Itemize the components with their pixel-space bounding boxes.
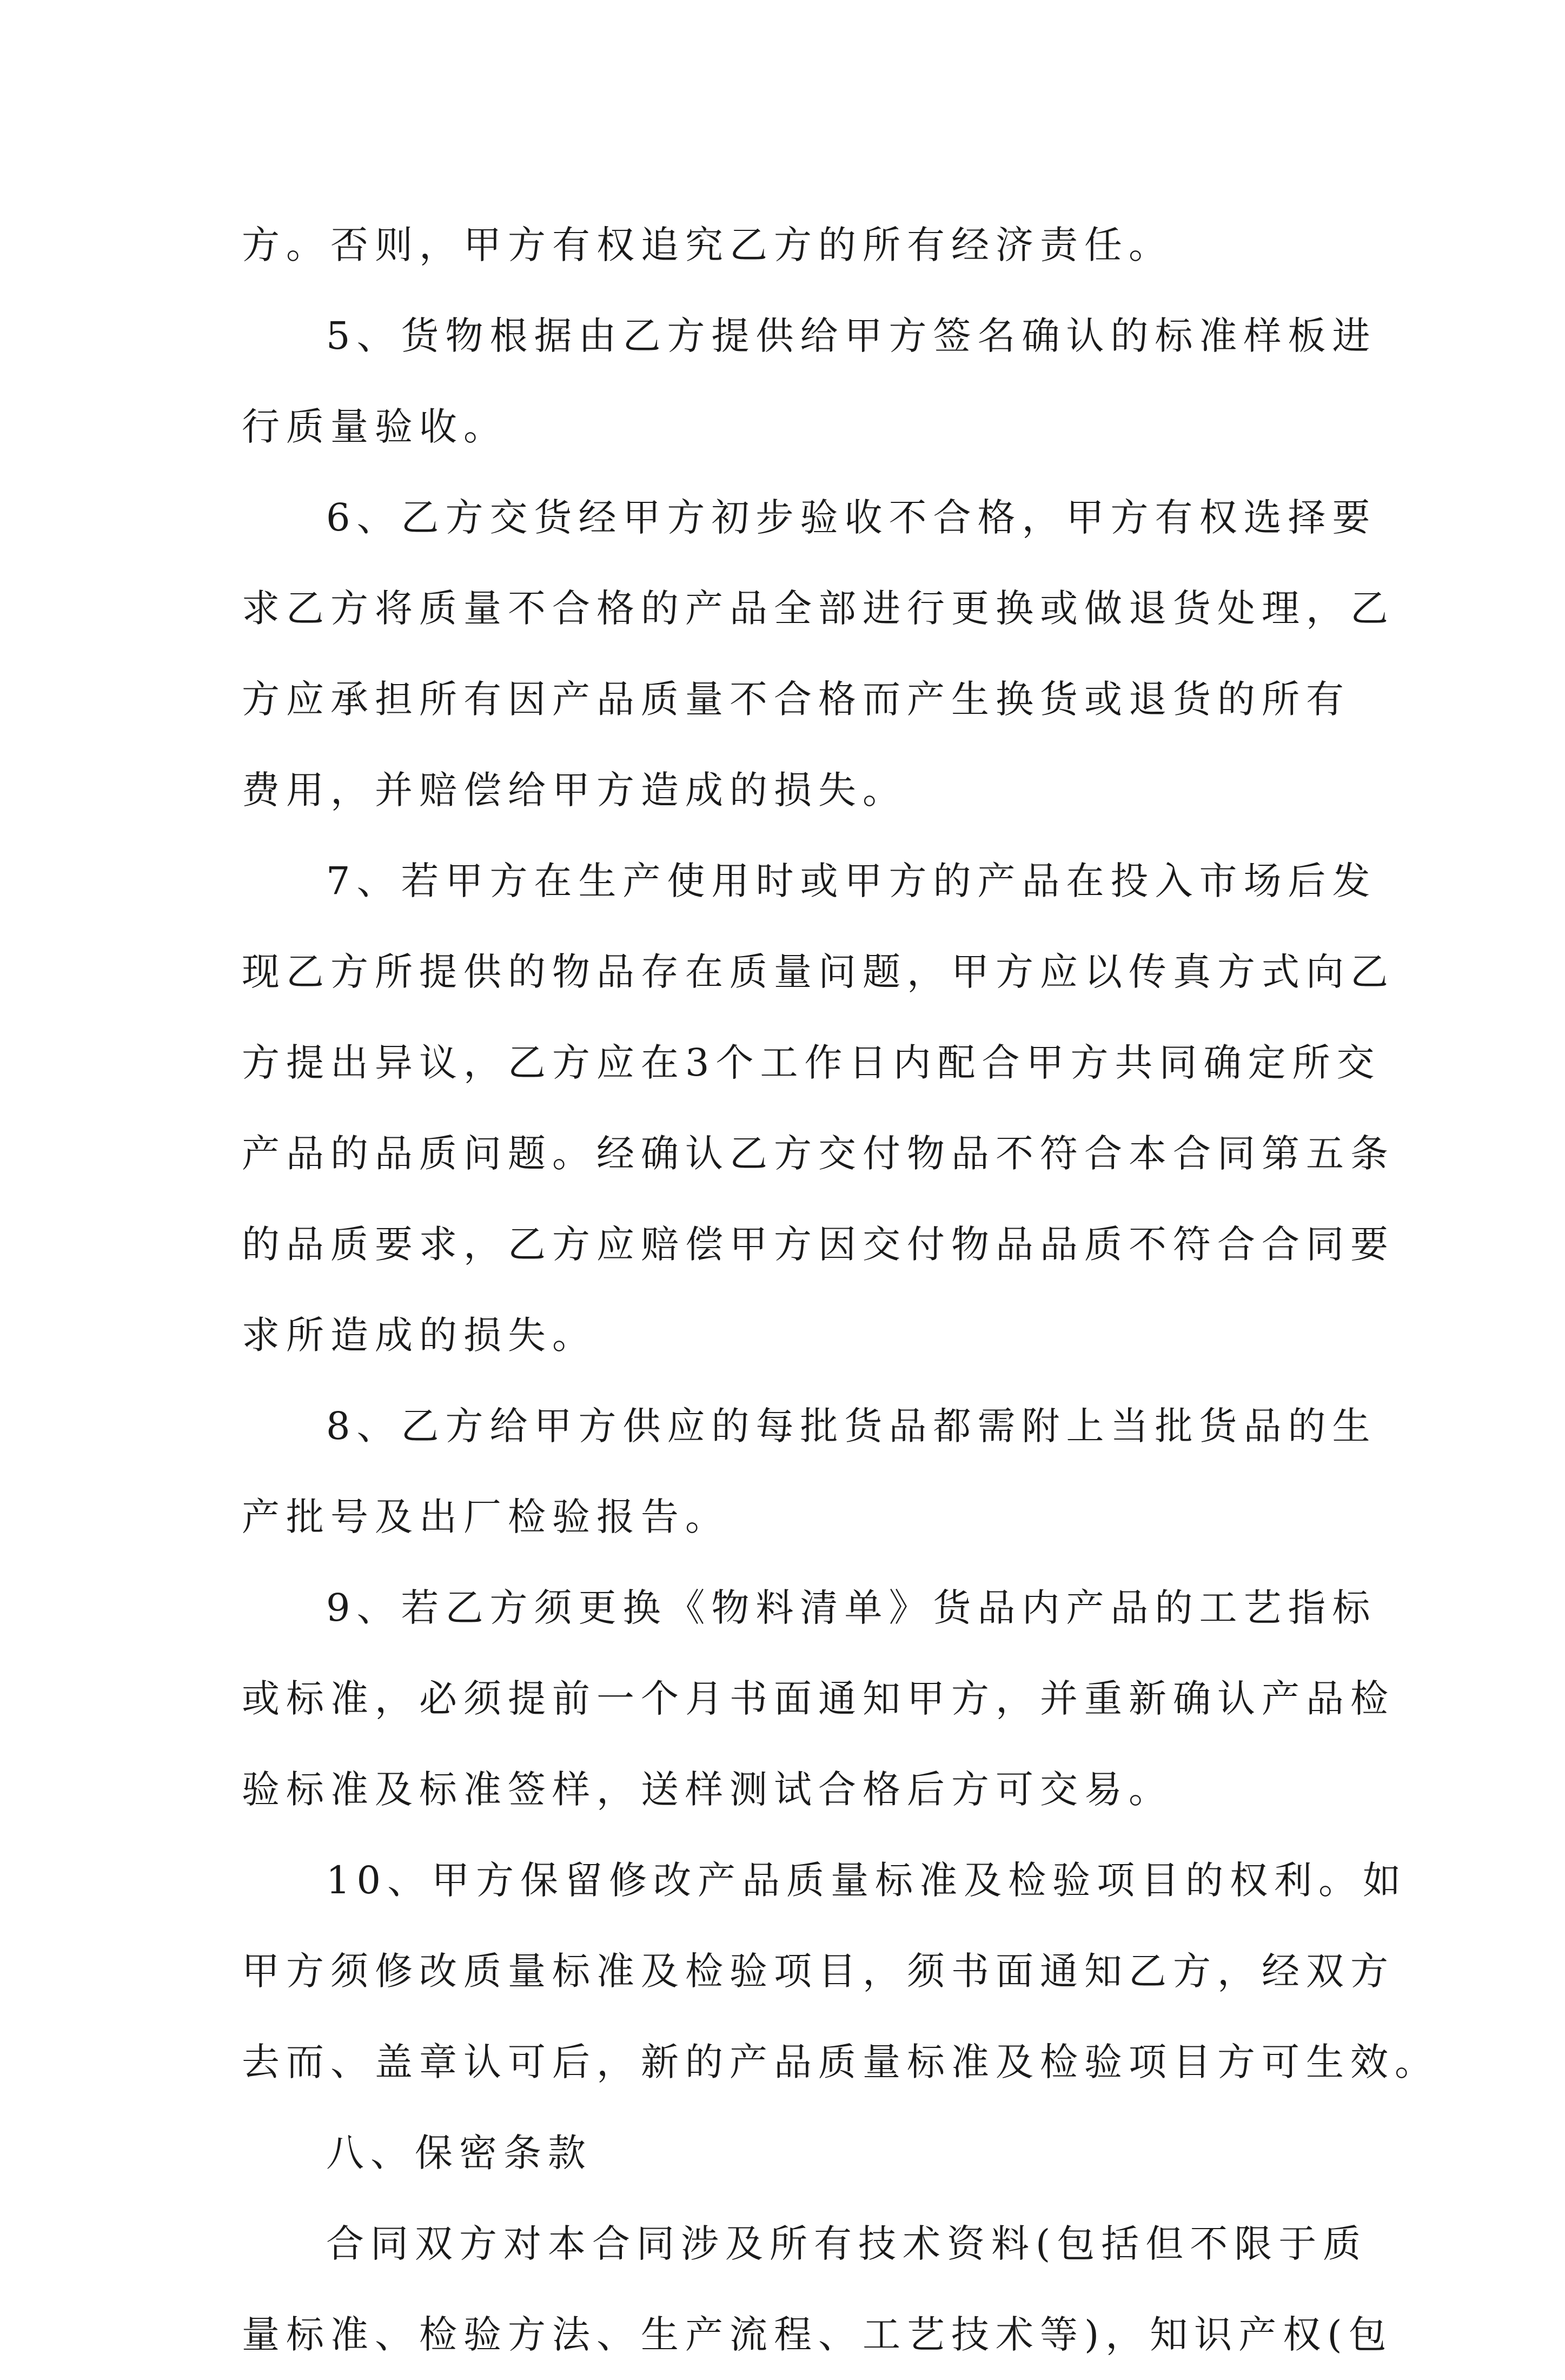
text-line: 方提出异议，乙方应在3个工作日内配合甲方共同确定所交 [242, 1040, 1381, 1085]
text-line: 求所造成的损失。 [242, 1313, 596, 1357]
text-line: 甲方须修改质量标准及检验项目，须书面通知乙方，经双方 [242, 1949, 1395, 1993]
text-line: 或标准，必须提前一个月书面通知甲方，并重新确认产品检 [242, 1676, 1395, 1721]
clause-5-line: 5、货物根据由乙方提供给甲方签名确认的标准样板进 [326, 314, 1377, 358]
text-line: 行质量验收。 [242, 405, 508, 449]
text-line: 方应承担所有因产品质量不合格而产生换货或退货的所有 [242, 677, 1350, 721]
text-line: 的品质要求，乙方应赔偿甲方因交付物品品质不符合合同要 [242, 1222, 1395, 1267]
text-line: 求乙方将质量不合格的产品全部进行更换或做退货处理，乙 [242, 586, 1395, 631]
clause-9-line: 9、若乙方须更换《物料清单》货品内产品的工艺指标 [326, 1586, 1377, 1630]
text-line: 量标准、检验方法、生产流程、工艺技术等)，知识产权(包 [242, 2312, 1393, 2357]
text-line: 方。否则，甲方有权追究乙方的所有经济责任。 [242, 223, 1173, 267]
text-line: 现乙方所提供的物品存在质量问题，甲方应以传真方式向乙 [242, 950, 1395, 994]
text-line: 去而、盖章认可后，新的产品质量标准及检验项目方可生效。 [242, 2040, 1439, 2084]
section-heading-confidentiality: 八、保密条款 [326, 2131, 592, 2175]
text-line: 验标准及标准签样，送样测试合格后方可交易。 [242, 1767, 1173, 1812]
contract-text [242, 200, 1439, 2380]
text-line: 产批号及出厂检验报告。 [242, 1495, 730, 1539]
clause-8-line: 8、乙方给甲方供应的每批货品都需附上当批货品的生 [326, 1404, 1377, 1448]
text-line: 费用，并赔偿给甲方造成的损失。 [242, 768, 907, 812]
clause-10-line: 10、甲方保留修改产品质量标准及检验项目的权利。如 [326, 1858, 1408, 1902]
clause-6-line: 6、乙方交货经甲方初步验收不合格，甲方有权选择要 [326, 495, 1377, 540]
text-line: 产品的品质问题。经确认乙方交付物品不符合本合同第五条 [242, 1131, 1395, 1176]
confidentiality-paragraph-line: 合同双方对本合同涉及所有技术资料(包括但不限于质 [326, 2222, 1368, 2266]
clause-7-line: 7、若甲方在生产使用时或甲方的产品在投入市场后发 [326, 859, 1377, 903]
